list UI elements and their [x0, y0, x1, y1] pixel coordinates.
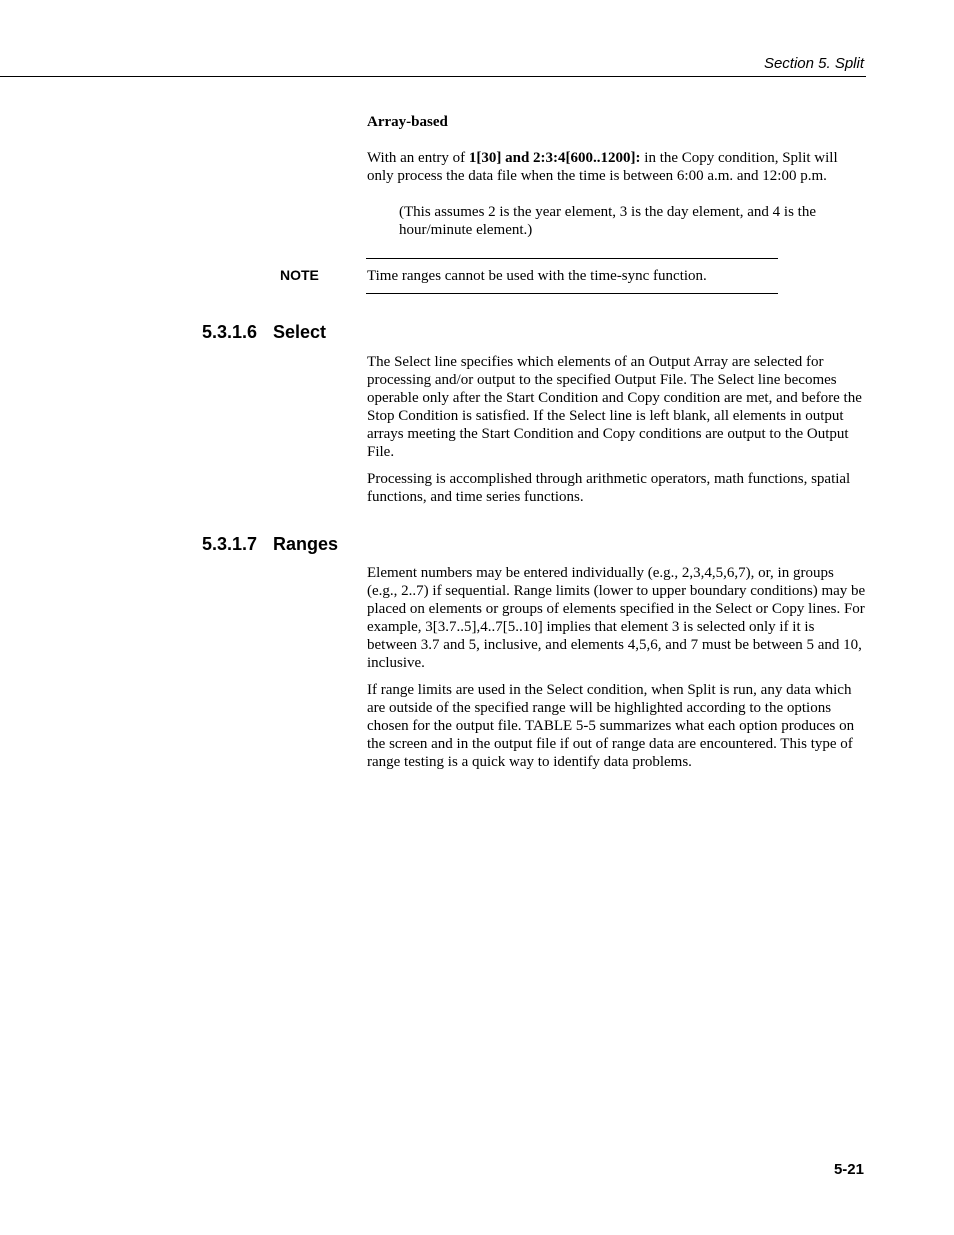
array-based-para-suffix: in the Copy condition, Split will only process the data file when the time is between 6:00 a.m. and 12:00 p.m.	[367, 150, 838, 184]
ranges-body	[367, 564, 867, 780]
body-paragraph: Element numbers may be entered individually (e.g., 2,3,4,5,6,7), or, in groups (e.g., 2..7) if sequential. Range limits (lower to upper boundary conditions) may be placed on elements or groups of elements specified in the Select or Copy lines. For example, 3[3.7..5],4..7[5..10] implies that element 3 is selected only if it is between 3.7 and 5, inclusive, and elements 4,5,6, and 7 must be between 5 and 10, inclusive.	[367, 565, 866, 671]
note-rule-bottom	[366, 293, 778, 294]
section-number: 5.3.1.6	[202, 322, 258, 342]
array-based-indented-note: (This assumes 2 is the year element, 3 is the day element, and 4 is the hour/minute element.)	[399, 204, 816, 238]
select-body	[367, 353, 867, 515]
body-paragraph: Processing is accomplished through arithmetic operators, math functions, spatial functions, and time series functions.	[367, 471, 851, 505]
note-text: Time ranges cannot be used with the time-sync function.	[367, 268, 707, 284]
section-heading-ranges	[202, 534, 338, 555]
section-title: Select	[273, 322, 327, 342]
running-header: Section 5. Split	[763, 55, 864, 72]
section-title: Ranges	[273, 534, 339, 554]
array-based-entry-code: 1[30] and 2:3:4[600..1200]:	[468, 150, 641, 166]
header-rule	[0, 76, 866, 77]
section-heading-select	[202, 322, 326, 343]
array-based-paragraph	[367, 149, 867, 185]
note-label: NOTE	[280, 267, 319, 283]
body-paragraph: If range limits are used in the Select condition, when Split is run, any data which are outside of the specified range will be highlighted according to the options chosen for the output file. TABLE 5-5 summarizes what each option produces on the screen and in the output file if out of range data are encountered. This type of range testing is a quick way to identify data problems.	[367, 682, 855, 770]
array-based-para-prefix: With an entry of	[367, 150, 469, 166]
body-paragraph: The Select line specifies which elements of an Output Array are selected for processing and/or output to the specified Output File. The Select line becomes operable only after the Start Condition and Copy condition are met, and before the Stop Condition is satisfied. If the Select line is left blank, all elements in output arrays meeting the Start Condition and Copy conditions are output to the Output File.	[367, 354, 862, 460]
page-number: 5-21	[833, 1161, 864, 1178]
array-based-subheading: Array-based	[367, 114, 448, 130]
section-number: 5.3.1.7	[202, 534, 258, 554]
note-rule-top	[366, 258, 778, 259]
